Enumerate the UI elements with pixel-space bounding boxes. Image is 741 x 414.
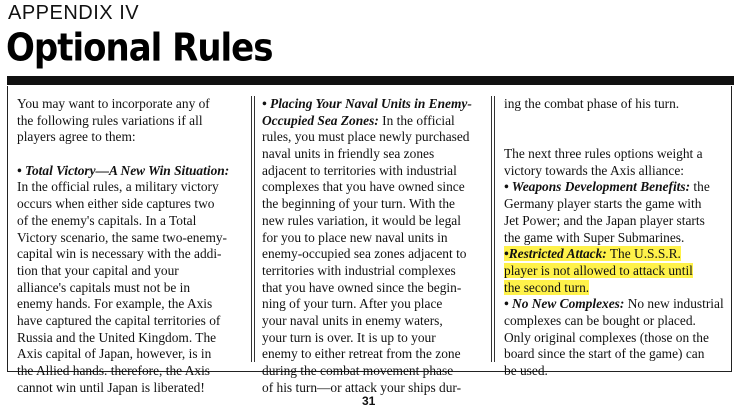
column-divider-left-b xyxy=(254,96,255,362)
rule-heading-no-new-complexes: • No New Complexes: xyxy=(504,296,625,312)
paragraph-line: players agree to them: xyxy=(17,129,136,145)
paragraph-line: of his turn—or attack your ships dur- xyxy=(262,379,462,395)
column-divider-left-a xyxy=(251,96,252,362)
rule-heading-naval-units: • Placing Your Naval Units in Enemy- xyxy=(262,96,472,111)
paragraph-text: No new industrial xyxy=(624,296,724,312)
paragraph-line: victory towards the Axis alliance: xyxy=(504,162,684,178)
paragraph-line: naval units in friendly sea zones xyxy=(262,146,435,162)
paragraph-line: enemy hands. For example, the Axis xyxy=(17,296,213,312)
page-number: 31 xyxy=(362,394,376,408)
paragraph-line xyxy=(504,280,724,297)
paragraph-line: Victory scenario, the same two-enemy- xyxy=(17,229,228,245)
paragraph-line: the Allied hands. therefore, the Axis xyxy=(17,363,210,378)
paragraph-text: the xyxy=(690,179,710,195)
column-3 xyxy=(504,96,724,380)
page-title: Optional Rules xyxy=(6,26,273,71)
paragraph-line: tion that your capital and your xyxy=(17,262,179,278)
paragraph-line: complexes can be bought or placed. xyxy=(504,312,696,328)
column-divider-right-a xyxy=(491,96,492,362)
paragraph-line xyxy=(504,263,724,280)
highlighted-text xyxy=(504,246,681,261)
highlighted-text: the second turn. xyxy=(504,279,590,295)
paragraph-line: the game with Super Submarines. xyxy=(504,229,685,245)
appendix-label: APPENDIX IV xyxy=(8,2,140,24)
paragraph-line: ning of your turn. After you place xyxy=(262,296,443,312)
paragraph-line: You may want to incorporate any of xyxy=(17,96,210,111)
paragraph-line: Russia and the United Kingdom. The xyxy=(17,329,217,345)
paragraph-line xyxy=(262,113,472,130)
paragraph-line: In the official rules, a military victory xyxy=(17,179,219,195)
paragraph-line: cannot win until Japan is liberated! xyxy=(17,379,205,395)
paragraph-line xyxy=(504,296,724,313)
paragraph-line: adjacent to territories with industrial xyxy=(262,162,457,178)
paragraph-line: new rules variation, it would be legal xyxy=(262,212,461,228)
highlighted-text: player is not allowed to attack until xyxy=(504,262,693,278)
paragraph-line: be used. xyxy=(504,363,548,378)
paragraph-line: territories with industrial complexes xyxy=(262,262,456,278)
column-divider-right-b xyxy=(494,96,495,362)
paragraph-line: rules, you must place newly purchased xyxy=(262,129,470,145)
paragraph-line: Jet Power; and the Japan player starts xyxy=(504,212,705,228)
rule-heading-weapons-development: • Weapons Development Benefits: xyxy=(504,179,691,195)
paragraph-line: Germany player starts the game with xyxy=(504,196,702,212)
paragraph-line: alliance's capitals must not be in xyxy=(17,279,191,295)
paragraph-line: board since the start of the game) can xyxy=(504,346,705,362)
column-1 xyxy=(17,96,229,396)
paragraph-line: ing the combat phase of his turn. xyxy=(504,96,680,111)
paragraph-text: The U.S.S.R. xyxy=(606,246,681,262)
paragraph-line xyxy=(504,246,724,263)
paragraph-line: for you to place new naval units in xyxy=(262,229,448,245)
paragraph-line: during the combat movement phase xyxy=(262,363,454,378)
paragraph-line: complexes that you have owned since xyxy=(262,179,465,195)
paragraph-line: the following rules variations if all xyxy=(17,112,203,128)
rule-heading-naval-units-cont: Occupied Sea Zones: xyxy=(262,112,379,128)
paragraph-line: have captured the capital territories of xyxy=(17,312,221,328)
paragraph-line: Only original complexes (those on the xyxy=(504,329,709,345)
paragraph-line: of the enemy's capitals. In a Total xyxy=(17,212,197,228)
paragraph-line: your naval units in enemy waters, xyxy=(262,312,443,328)
paragraph-text: In the official xyxy=(378,112,455,128)
paragraph-line: The next three rules options weight a xyxy=(504,146,703,162)
paragraph-line: occurs when either side captures two xyxy=(17,196,215,212)
paragraph-line xyxy=(504,179,724,196)
paragraph-line: the beginning of your turn. With the xyxy=(262,196,455,212)
column-2 xyxy=(262,96,472,396)
rule-heading-total-victory: • Total Victory—A New Win Situation: xyxy=(17,162,230,178)
rule-heading-restricted-attack: •Restricted Attack: xyxy=(504,246,607,262)
paragraph-line: Axis capital of Japan, however, is in xyxy=(17,346,212,362)
paragraph-line: that you have owned since the begin- xyxy=(262,279,462,295)
paragraph-line: capital win is necessary with the addi- xyxy=(17,246,222,262)
paragraph-line: enemy-occupied sea zones adjacent to xyxy=(262,246,467,262)
paragraph-line: enemy to either retreat from the zone xyxy=(262,346,461,362)
title-rule-bar xyxy=(7,76,734,85)
paragraph-line: your turn is over. It is up to your xyxy=(262,329,436,345)
